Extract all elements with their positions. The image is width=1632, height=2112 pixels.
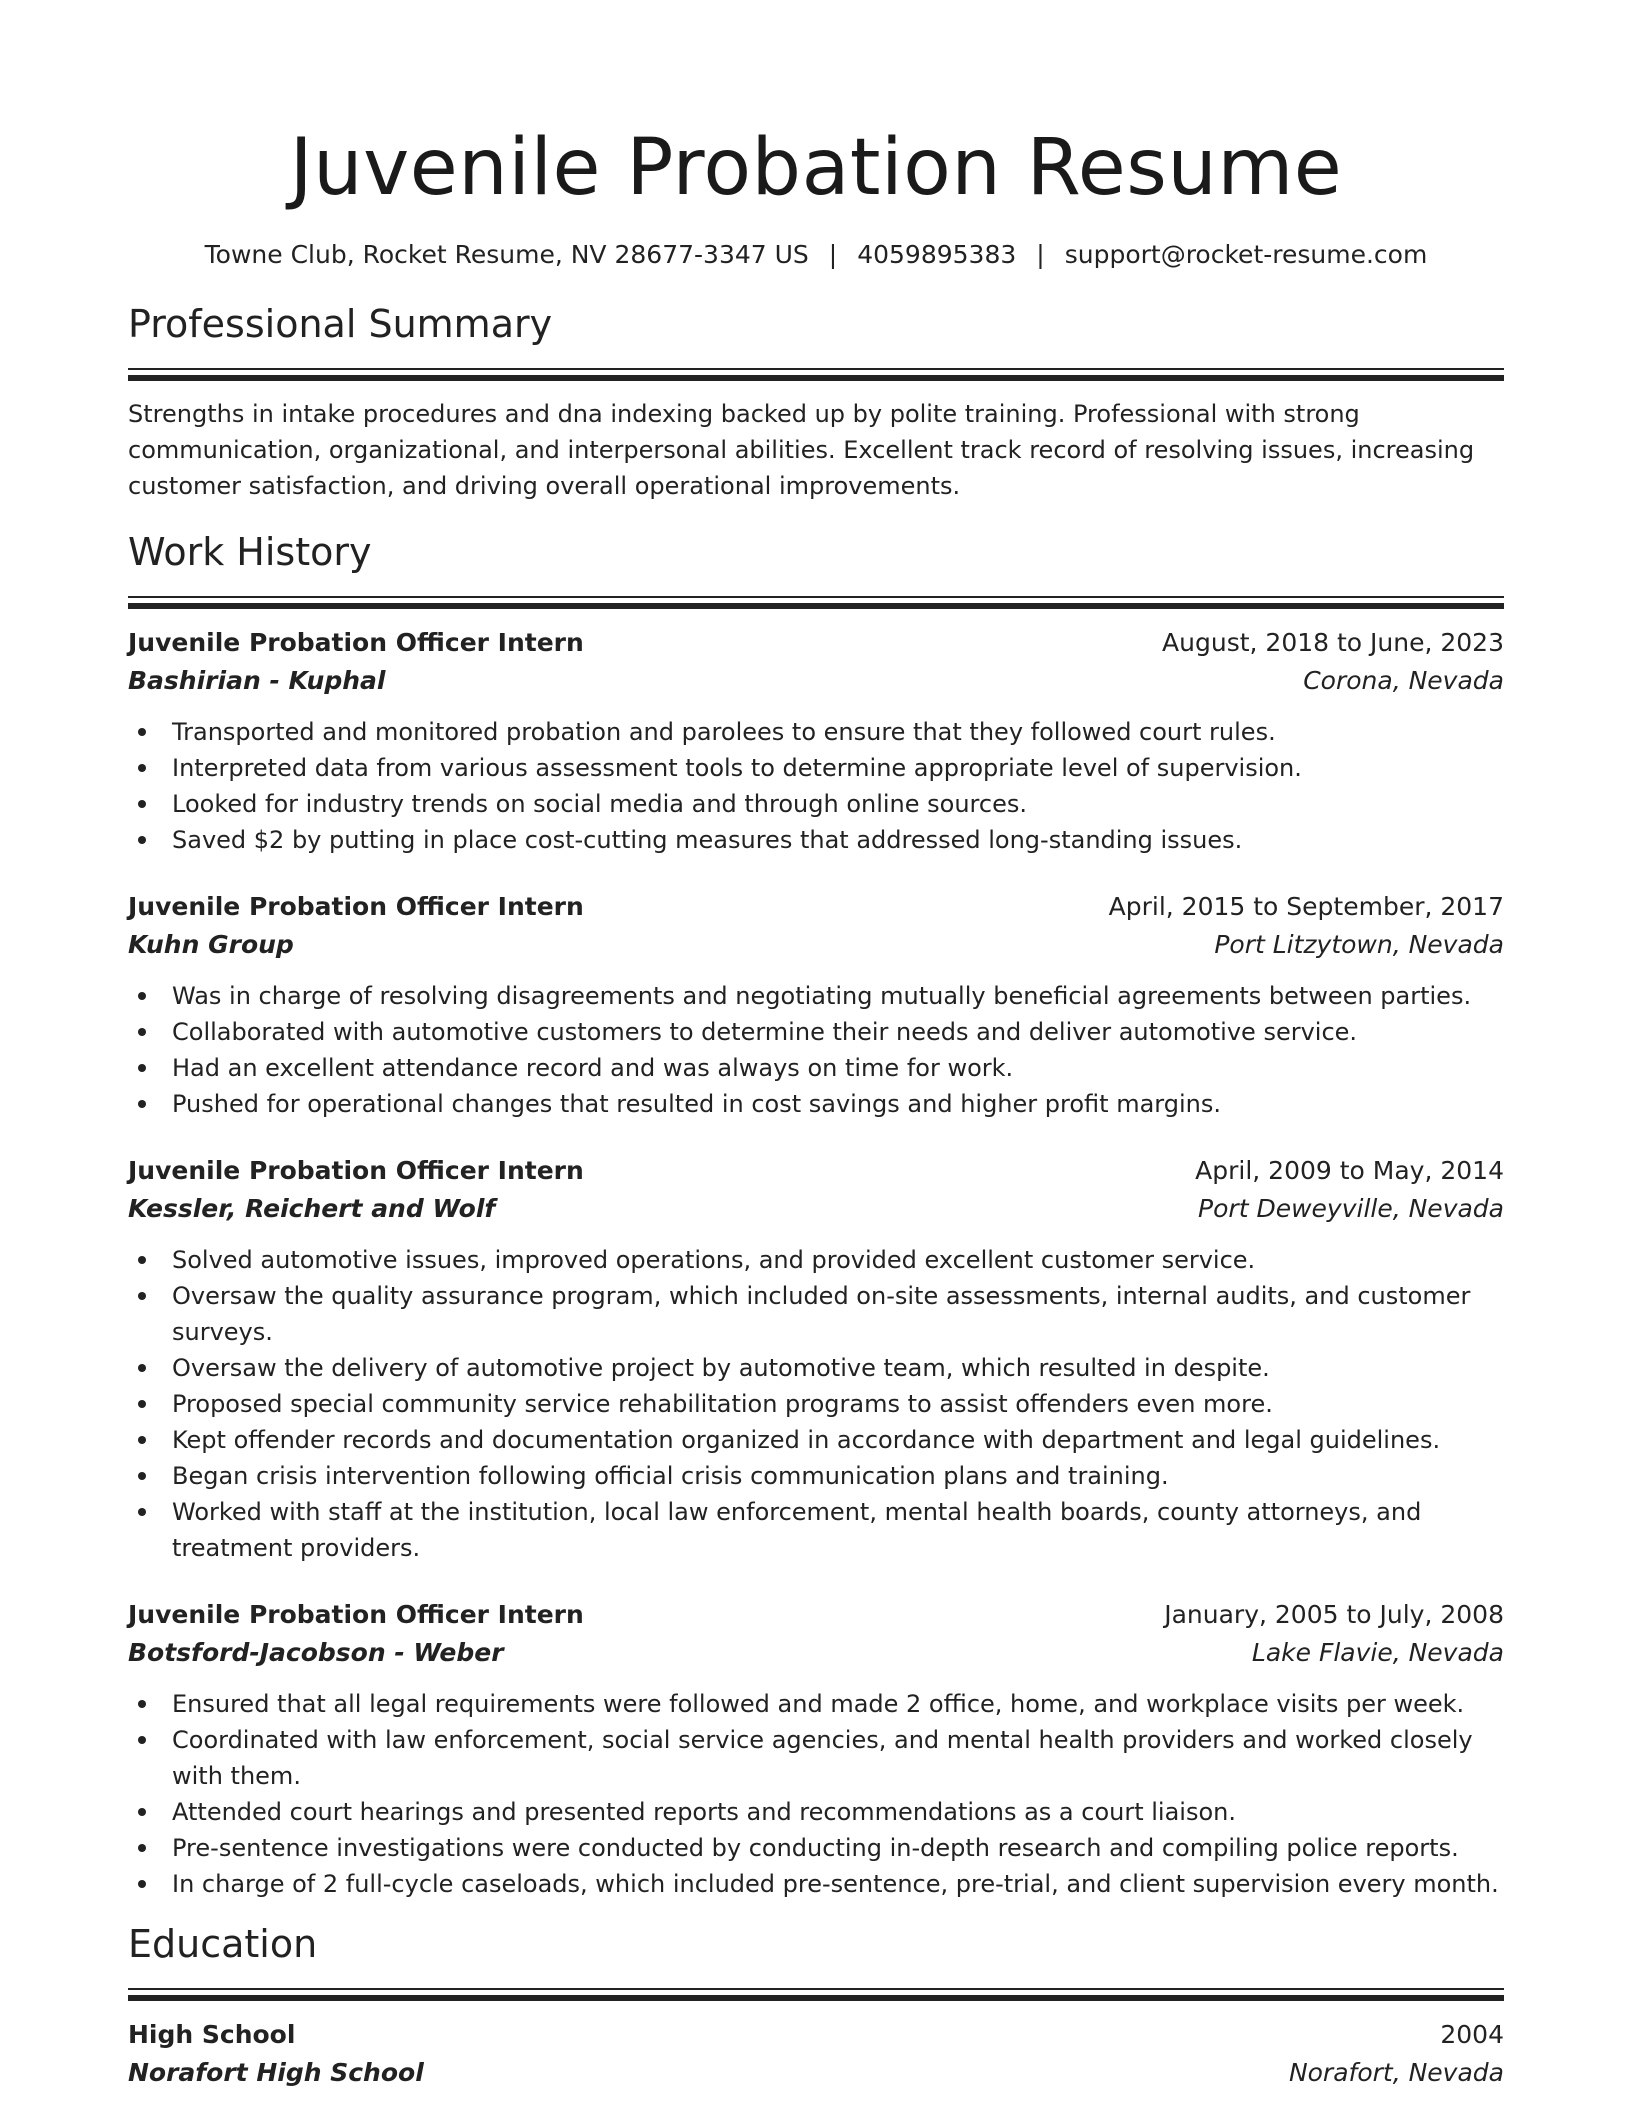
separator: |	[1036, 240, 1045, 269]
job-bullets	[128, 978, 1504, 1122]
job-title: Juvenile Probation Officer Intern	[128, 1600, 584, 1629]
section-title-work-history: Work History	[128, 530, 372, 574]
separator: |	[828, 240, 838, 269]
list-item: Oversaw the delivery of automotive project by automotive team, which resulted in despite.	[172, 1350, 1504, 1386]
list-item: In charge of 2 full-cycle caseloads, which included pre-sentence, pre-trial, and client supervision every month.	[172, 1866, 1504, 1902]
degree: High School	[128, 2020, 296, 2049]
address: Towne Club, Rocket Resume, NV 28677-3347 US	[204, 240, 809, 269]
resume-title: Juvenile Probation Resume	[289, 123, 1343, 213]
list-item: Transported and monitored probation and parolees to ensure that they followed court rules.	[172, 714, 1504, 750]
work-history-section	[128, 528, 1504, 1902]
job-bullets	[128, 714, 1504, 858]
list-item: Ensured that all legal requirements were followed and made 2 office, home, and workplace visits per week.	[172, 1686, 1504, 1722]
job-title: Juvenile Probation Officer Intern	[128, 628, 584, 657]
job-title: Juvenile Probation Officer Intern	[128, 1156, 584, 1185]
list-item: Kept offender records and documentation organized in accordance with department and legal guidelines.	[172, 1422, 1504, 1458]
employer: Kessler, Reichert and Wolf	[128, 1194, 496, 1223]
list-item: Was in charge of resolving disagreements and negotiating mutually beneficial agreements between parties.	[172, 978, 1504, 1014]
list-item: Solved automotive issues, improved operations, and provided excellent customer service.	[172, 1242, 1504, 1278]
job-bullets	[128, 1686, 1504, 1902]
job-location: Port Deweyville, Nevada	[1198, 1194, 1504, 1223]
job-entry	[128, 888, 1504, 1122]
job-title: Juvenile Probation Officer Intern	[128, 892, 584, 921]
list-item: Interpreted data from various assessment tools to determine appropriate level of supervision.	[172, 750, 1504, 786]
phone: 4059895383	[857, 240, 1017, 269]
section-divider	[128, 596, 1504, 608]
list-item: Oversaw the quality assurance program, which included on-site assessments, internal audits, and customer surveys.	[172, 1278, 1504, 1350]
job-location: Port Litzytown, Nevada	[1214, 930, 1504, 959]
job-dates: January, 2005 to July, 2008	[1164, 1600, 1504, 1629]
education-section	[128, 1920, 1504, 2092]
job-dates: April, 2009 to May, 2014	[1195, 1156, 1504, 1185]
list-item: Proposed special community service rehabilitation programs to assist offenders even more.	[172, 1386, 1504, 1422]
job-entry	[128, 624, 1504, 858]
list-item: Pre-sentence investigations were conducted by conducting in-depth research and compiling police reports.	[172, 1830, 1504, 1866]
summary-section	[128, 300, 1504, 504]
list-item: Saved $2 by putting in place cost-cutting measures that addressed long-standing issues.	[172, 822, 1504, 858]
contact-line	[128, 238, 1504, 272]
list-item: Looked for industry trends on social media and through online sources.	[172, 786, 1504, 822]
list-item: Attended court hearings and presented reports and recommendations as a court liaison.	[172, 1794, 1504, 1830]
list-item: Pushed for operational changes that resulted in cost savings and higher profit margins.	[172, 1086, 1504, 1122]
email: support@rocket-resume.com	[1064, 240, 1428, 269]
graduation-year: 2004	[1440, 2020, 1504, 2049]
list-item: Collaborated with automotive customers to determine their needs and deliver automotive service.	[172, 1014, 1504, 1050]
list-item: Coordinated with law enforcement, social service agencies, and mental health providers and worked closely with them.	[172, 1722, 1504, 1794]
education-entry	[128, 2016, 1504, 2092]
summary-text: Strengths in intake procedures and dna indexing backed up by polite training. Professional with strong communication, organizational, and interpersonal abilities. Excellent track record of resolving issues, increasing customer satisfaction, and driving overall operational improvements.	[128, 400, 1475, 500]
section-divider	[128, 368, 1504, 380]
employer: Bashirian - Kuphal	[128, 666, 386, 695]
job-dates: August, 2018 to June, 2023	[1162, 628, 1504, 657]
list-item: Began crisis intervention following official crisis communication plans and training.	[172, 1458, 1504, 1494]
job-entry	[128, 1596, 1504, 1902]
section-title-summary: Professional Summary	[128, 302, 553, 346]
section-divider	[128, 1988, 1504, 2000]
list-item: Worked with staff at the institution, local law enforcement, mental health boards, county attorneys, and treatment providers.	[172, 1494, 1504, 1566]
job-entry	[128, 1152, 1504, 1566]
job-dates: April, 2015 to September, 2017	[1108, 892, 1504, 921]
resume-page	[128, 0, 1504, 2092]
job-bullets	[128, 1242, 1504, 1566]
employer: Botsford-Jacobson - Weber	[128, 1638, 504, 1667]
employer: Kuhn Group	[128, 930, 294, 959]
job-location: Lake Flavie, Nevada	[1251, 1638, 1504, 1667]
list-item: Had an excellent attendance record and was always on time for work.	[172, 1050, 1504, 1086]
section-title-education: Education	[128, 1922, 318, 1966]
school-location: Norafort, Nevada	[1288, 2058, 1504, 2087]
school-name: Norafort High School	[128, 2058, 424, 2087]
job-location: Corona, Nevada	[1303, 666, 1504, 695]
